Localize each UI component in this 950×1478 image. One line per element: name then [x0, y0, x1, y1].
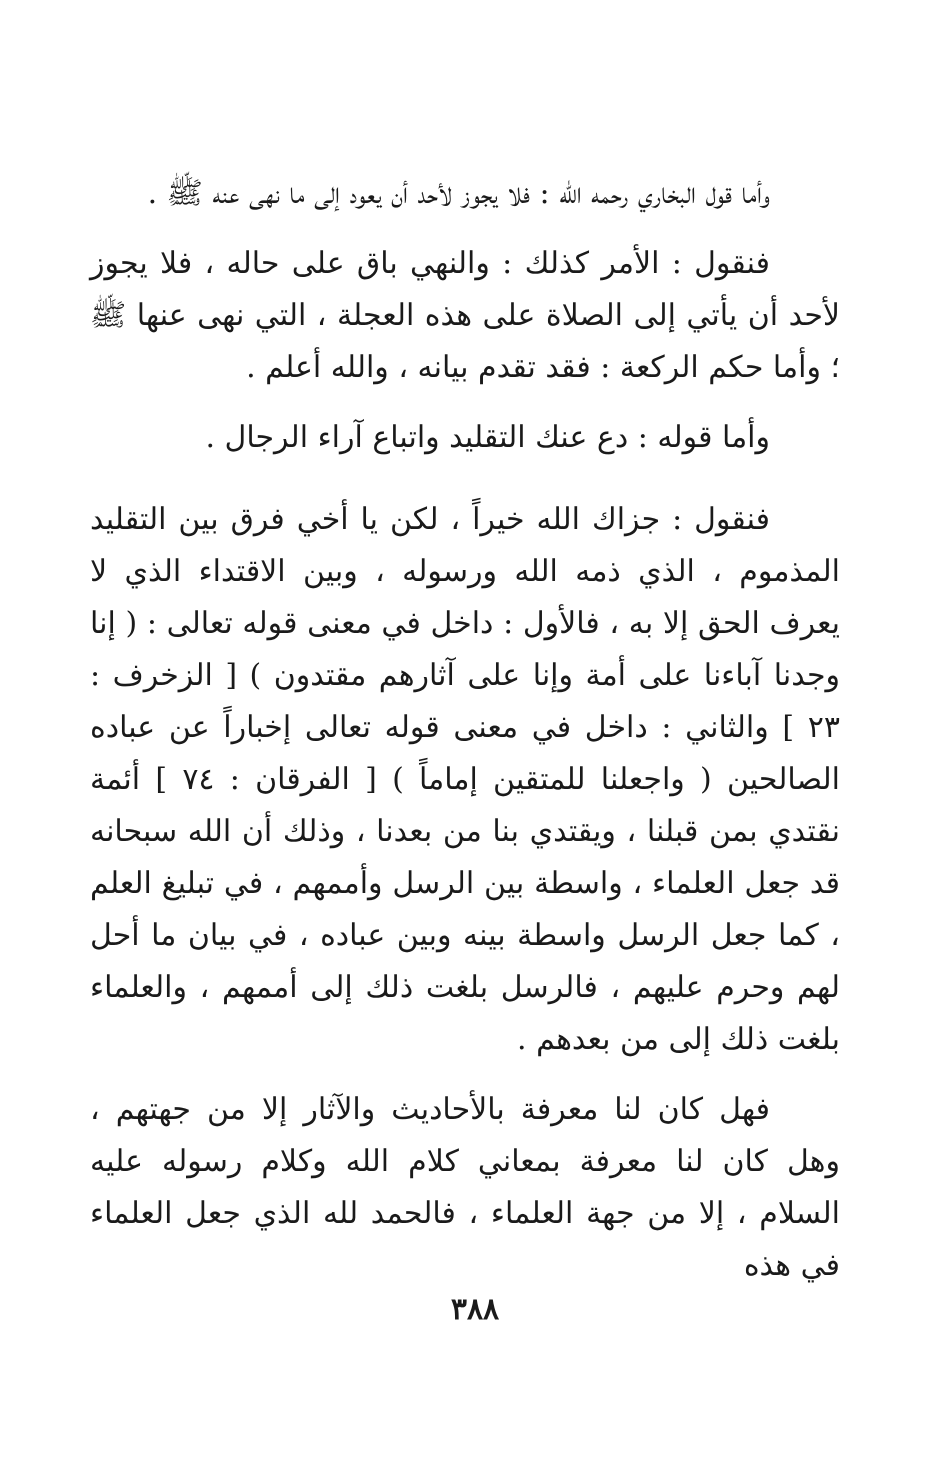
paragraph-scholars: فهل كان لنا معرفة بالأحاديث والآثار إلا من جهتهم ، وهل كان لنا معرفة بمعاني كلام الله وكلام رسوله عليه السلام ، إلا من جهة العلماء ، فالحمد لله الذي جعل العلماء في هذه: [90, 1092, 840, 1283]
paragraph-reply-taqlid: فنقول : جزاك الله خيراً ، لكن يا أخي فرق بين التقليد المذموم ، الذي ذمه الله ورسوله ، وبين الاقتداء الذي لا يعرف الحق إلا به ، فالأول : داخل في معنى قوله تعالى : ( إنا وجدنا آباءنا على أمة وإنا على آثارهم مقتدون ) [ الزخرف : ٢٣ ] والثاني : داخل في معنى قوله تعالى إخباراً عن عباده الصالحين ( واجعلنا للمتقين إماماً ) [ الفرقان : ٧٤ ] أئمة نقتدي بمن قبلنا ، ويقتدي بنا من بعدنا ، وذلك أن الله سبحانه قد جعل العلماء ، واسطة بين الرسل وأممهم ، في تبليغ العلم ، كما جعل الرسل واسطة بينه وبين عباده ، في بيان ما أحل لهم وحرم عليهم ، فالرسل بلغت ذلك إلى أممهم ، والعلماء بلغت ذلك إلى من بعدهم .: [90, 502, 840, 1057]
page-number: ٣٨٨: [450, 1292, 500, 1327]
paragraph-bukhari-quote: وأما قول البخاري رحمه الله : فلا يجوز لأحد أن يعود إلى ما نهى عنه ﷺ .: [147, 176, 770, 211]
paragraph-reply-prohibition: فنقول : الأمر كذلك : والنهي باق على حاله ، فلا يجوز لأحد أن يأتي إلى الصلاة على هذه العجلة ، التي نهى عنها ﷺ ؛ وأما حكم الركعة : فقد تقدم بيانه ، والله أعلم .: [90, 246, 840, 385]
page-body: [90, 168, 840, 1292]
paragraph-taqlid-quote: وأما قوله : دع عنك التقليد واتباع آراء الرجال .: [205, 420, 770, 455]
